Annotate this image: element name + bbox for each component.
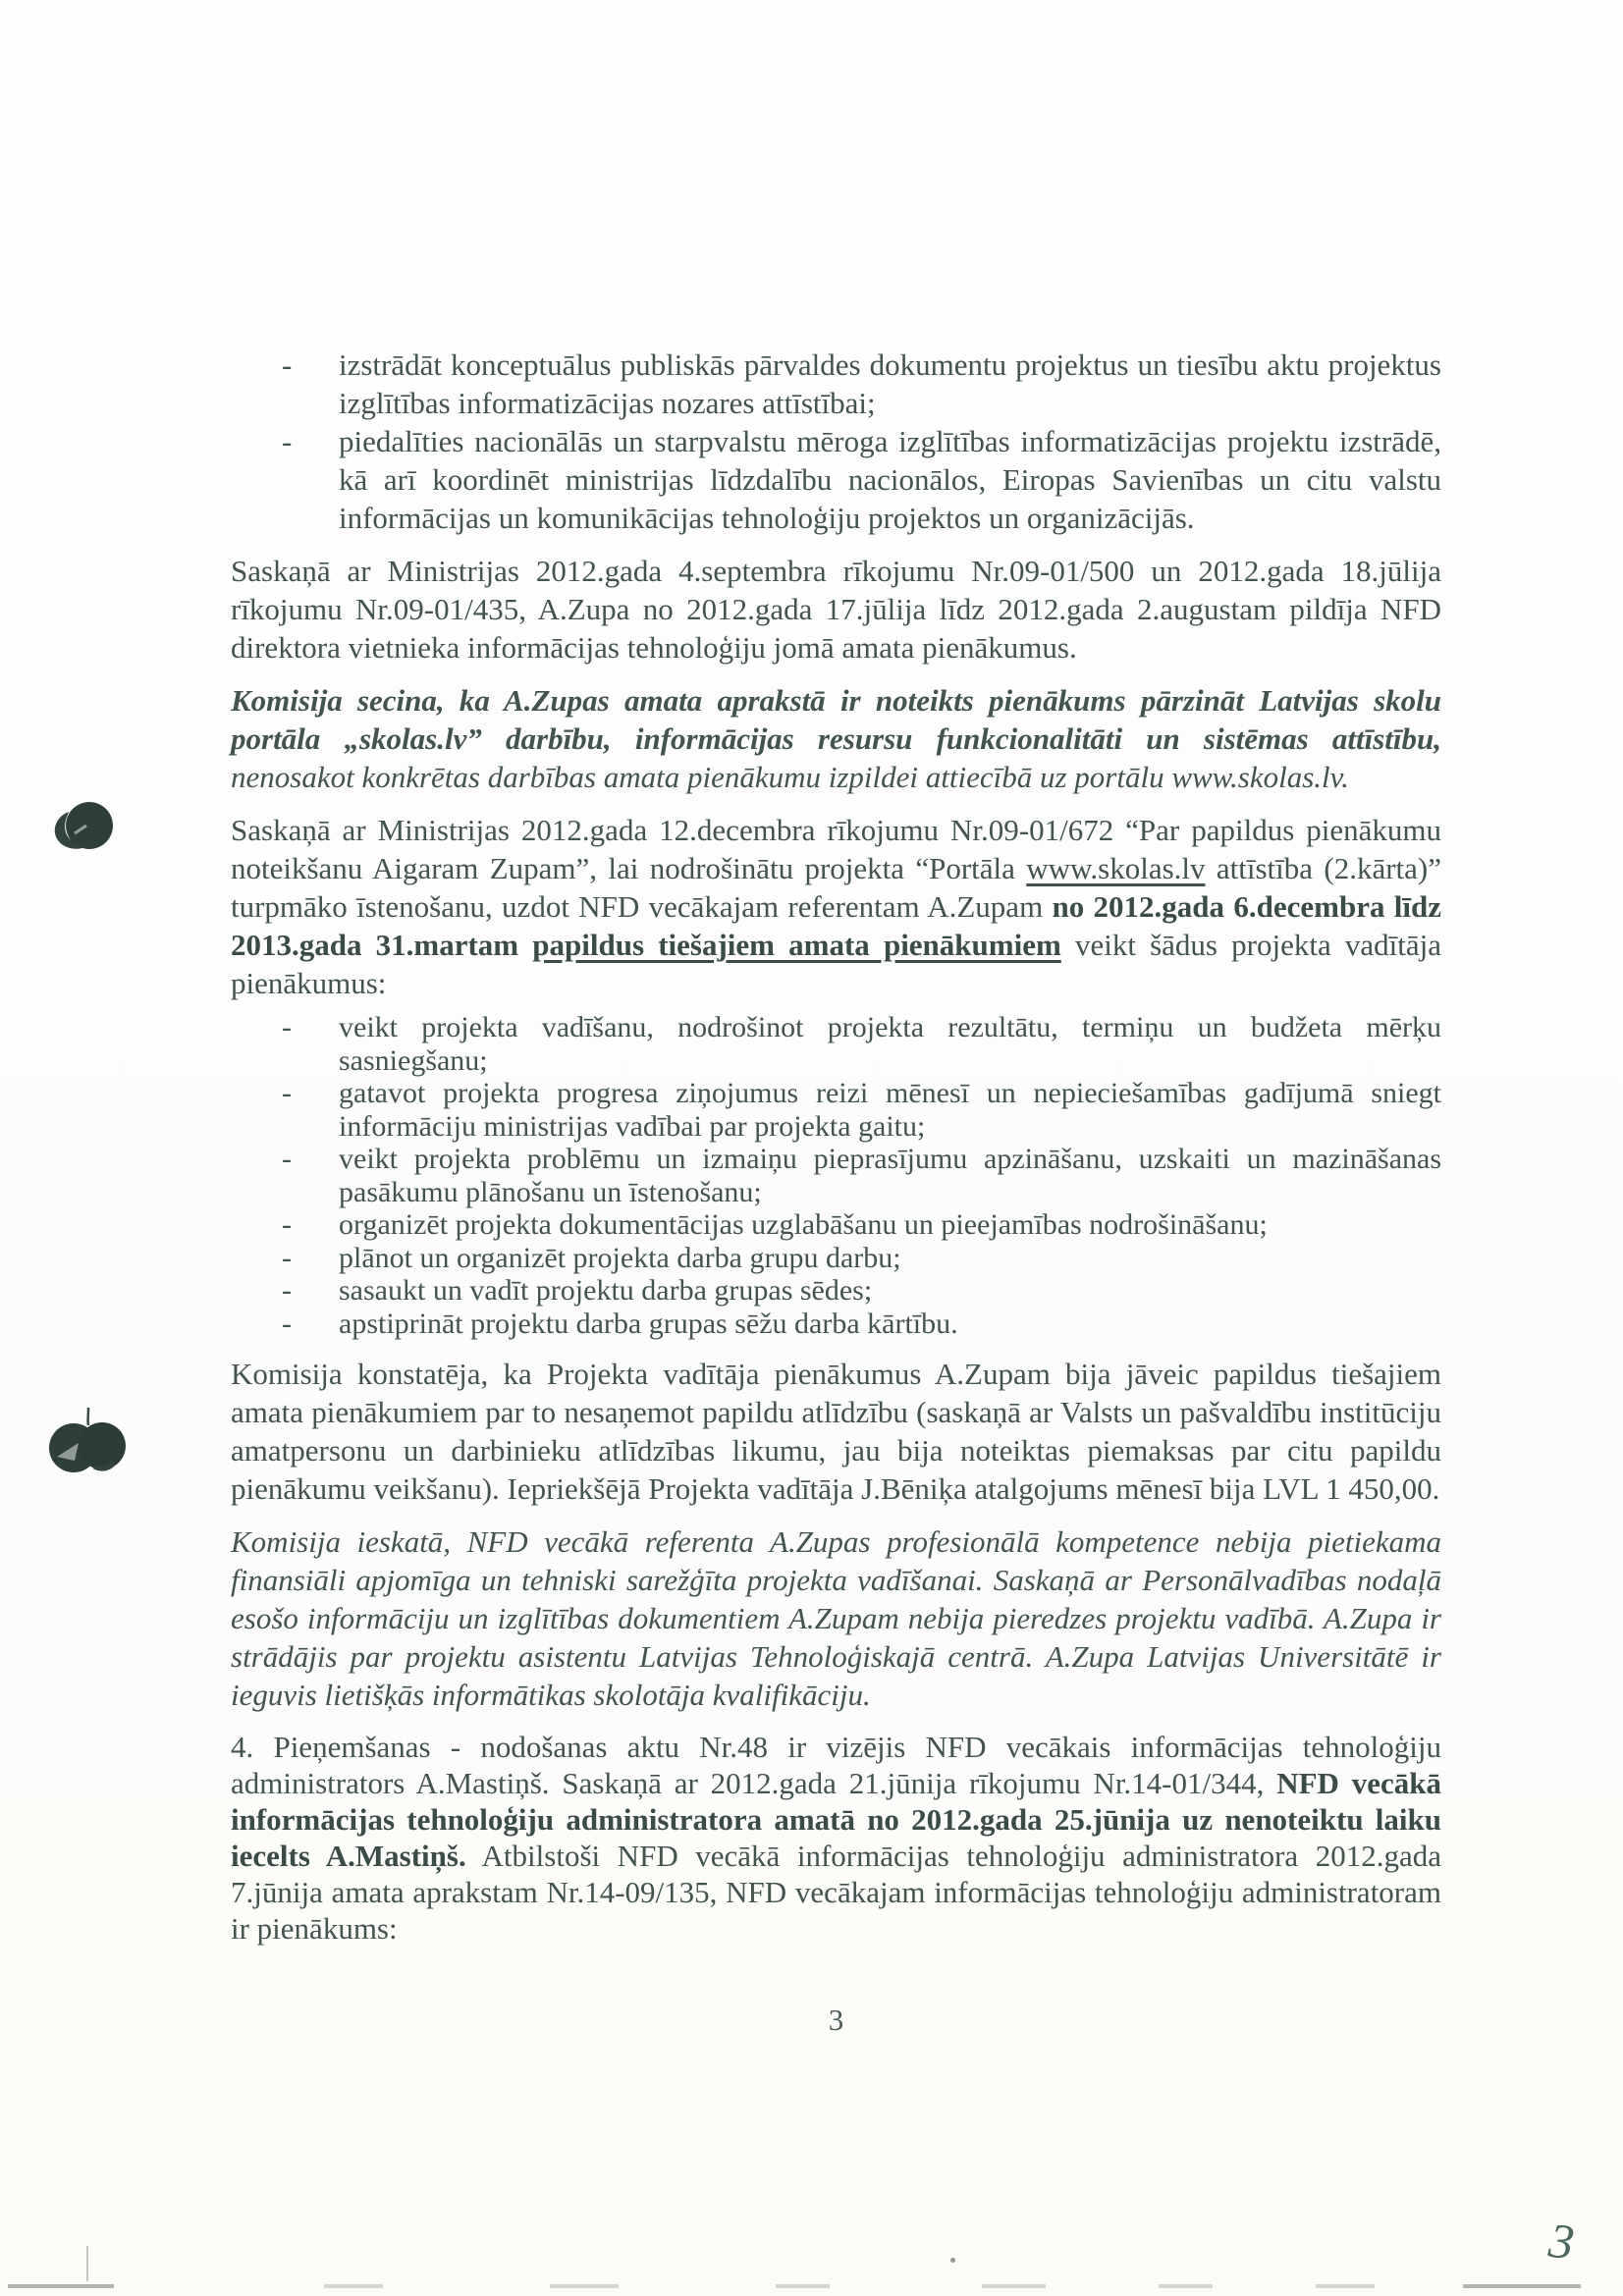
bullet-dash: - <box>282 1274 292 1307</box>
text-segment: attīstība (2.kārta)” turpmāko īstenošanu, uzdot NFD vecākajam referentam A.Zupam <box>231 851 1441 924</box>
text-segment: Atbilstoši NFD vecākā informācijas tehnoloģiju administratora 2012.gada 7.jūnija amata aprakstam Nr.14-09/135, NFD vecākajam informācijas tehnoloģiju administratoram ir pienākums: <box>231 1839 1441 1946</box>
paragraph-commission-conclusion <box>231 681 1441 796</box>
document-body <box>231 346 1441 1947</box>
list-item <box>231 1208 1441 1242</box>
bullet-list-top <box>231 346 1441 537</box>
list-item <box>231 1011 1441 1077</box>
list-item-text: apstiprināt projektu darba grupas sēžu darba kārtību. <box>339 1307 958 1340</box>
scan-artifact <box>1316 2284 1375 2288</box>
paragraph-december-order <box>231 811 1441 1002</box>
list-item <box>231 422 1441 537</box>
scan-artifact <box>1159 2284 1213 2288</box>
ink-blob-top <box>45 800 116 862</box>
bullet-dash: - <box>282 1143 292 1175</box>
duties-list <box>231 1011 1441 1340</box>
text-segment: 4. Pieņemšanas - nodošanas aktu Nr.48 ir vizējis NFD vecākais informācijas tehnoloģiju administrators A.Mastiņš. Saskaņā ar 2012.gada 21.jūnija rīkojumu Nr.14-01/344, <box>231 1730 1441 1800</box>
list-item <box>231 1077 1441 1143</box>
scan-artifact <box>550 2284 619 2288</box>
paragraph-commission-findings: Komisija konstatēja, ka Projekta vadītāja pienākumus A.Zupam bija jāveic papildus tiešajiem amata pienākumiem par to nesaņemot papildu atlīdzību (saskaņā ar Valsts un pašvaldību institūciju amatpersonu un darbinieku atlīdzības likumu, jau bija noteiktas piemaksas par citu papildu pienākumu veikšanu). Iepriekšējā Projekta vadītāja J.Bēniķa atalgojums mēnesī bija LVL 1 450,00. <box>231 1357 1441 1506</box>
list-item-text: izstrādāt konceptuālus publiskās pārvaldes dokumentu projektus un tiesību aktu projektus izglītības informatizācijas nozares attīstībai; <box>339 347 1441 420</box>
list-item-text: sasaukt un vadīt projektu darba grupas sēdes; <box>339 1274 873 1307</box>
list-item-text: gatavot projekta progresa ziņojumus reizi mēnesī un nepieciešamības gadījumā sniegt informāciju ministrijas vadībai par projekta gaitu; <box>339 1077 1441 1143</box>
list-item-text: piedalīties nacionālās un starpvalstu mēroga izglītības informatizācijas projektu izstrādē, kā arī koordinēt ministrijas līdzdalību nacionālos, Eiropas Savienības un citu valstu informācijas un komunikācijas tehnoloģiju projektos un organizācijās. <box>339 424 1441 535</box>
scan-artifact <box>982 2284 1046 2288</box>
list-item <box>231 1242 1441 1275</box>
paragraph-commission-opinion: Komisija ieskatā, NFD vecākā referenta A.Zupas profesionālā kompetence nebija pietiekama finansiāli apjomīga un tehniski sarežģīta projekta vadīšanai. Saskaņā ar Personālvadības nodaļā esošo informāciju un izglītības dokumentiem A.Zupam nebija pieredzes projektu vadībā. A.Zupa ir strādājis par projektu asistentu Latvijas Tehnoloģiskajā centrā. A.Zupa Latvijas Universitātē ir ieguvis lietišķās informātikas skolotāja kvalifikāciju. <box>231 1524 1441 1712</box>
list-item <box>231 346 1441 422</box>
link-text-skolas-lv: www.skolas.lv <box>1026 851 1206 885</box>
bullet-dash: - <box>282 1077 292 1109</box>
bullet-dash: - <box>282 1307 292 1340</box>
list-item-text: plānot un organizēt projekta darba grupu darbu; <box>339 1241 901 1274</box>
scan-artifact <box>1463 2284 1581 2288</box>
list-item <box>231 1274 1441 1308</box>
scan-artifact <box>324 2284 383 2288</box>
bullet-dash: - <box>282 1208 292 1241</box>
bullet-dash: - <box>282 424 293 458</box>
text-segment: NFD vecākā informācijas tehnoloģiju administratora amatā no 2012.gada 25.jūnija uz nenoteiktu laiku iecelts A.Mastiņš. <box>231 1766 1441 1873</box>
list-item-text: organizēt projekta dokumentācijas uzglabāšanu un pieejamības nodrošināšanu; <box>339 1208 1268 1241</box>
scan-artifact <box>8 2284 114 2288</box>
list-item <box>231 1308 1441 1341</box>
text-segment: veikt šādus projekta vadītāja pienākumus: <box>231 928 1442 1000</box>
text-segment: Saskaņā ar Ministrijas 2012.gada 12.decembra rīkojumu Nr.09-01/672 “Par papildus pienākumu noteikšanu Aigaram Zupam”, lai nodrošinātu projekta “Portāla <box>231 813 1441 885</box>
paragraph-september-order: Saskaņā ar Ministrijas 2012.gada 4.septembra rīkojumu Nr.09-01/500 un 2012.gada 18.jūlija rīkojumu Nr.09-01/435, A.Zupa no 2012.gada 17.jūlija līdz 2012.gada 2.augustam pildīja NFD direktora vietnieka informācijas tehnoloģiju jomā amata pienākumus. <box>231 554 1441 665</box>
page-number: 3 <box>828 2002 844 2037</box>
bullet-dash: - <box>282 347 293 382</box>
scan-artifact <box>950 2258 955 2263</box>
list-item-text: veikt projekta problēmu un izmaiņu pieprasījumu apzināšanu, uzskaiti un mazināšanas pasākumu plānošanu un īstenošanu; <box>339 1143 1441 1208</box>
scan-artifact <box>86 2246 88 2281</box>
ink-blob-bottom <box>43 1406 126 1487</box>
bullet-dash: - <box>282 1241 292 1274</box>
text-segment: no 2012.gada 6.decembra līdz 2013.gada 31.martam <box>231 889 1441 962</box>
text-segment: Komisija secina, ka A.Zupas amata aprakstā ir noteikts pienākums pārzināt Latvijas skolu portāla „skolas.lv” darbību, informācijas resursu funkcionalitāti un sistēmas attīstību, <box>231 683 1441 756</box>
list-item-text: veikt projekta vadīšanu, nodrošinot projekta rezultātu, termiņu un budžeta mērķu sasniegšanu; <box>339 1011 1441 1077</box>
paragraph-item-4 <box>231 1729 1441 1947</box>
scan-artifact <box>776 2284 830 2288</box>
bullet-dash: - <box>282 1011 292 1043</box>
list-item <box>231 1143 1441 1208</box>
handwritten-page-number: 3 <box>1545 2212 1578 2270</box>
text-segment: papildus tiešajiem amata pienākumiem <box>532 928 1061 962</box>
text-segment: nenosakot konkrētas darbības amata pienākumu izpildei attiecībā uz portālu www.skolas.lv. <box>231 760 1349 794</box>
